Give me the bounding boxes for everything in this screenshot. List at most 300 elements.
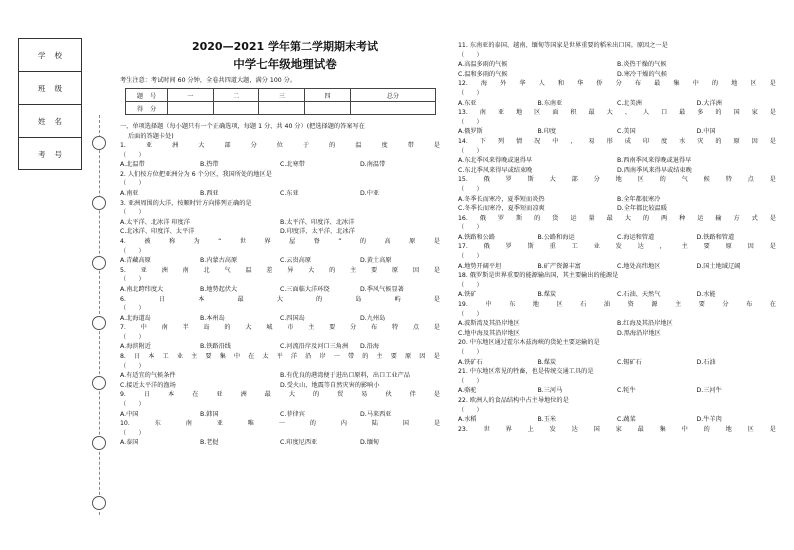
stem-char: 温 xyxy=(355,142,362,149)
options-row xyxy=(458,195,776,205)
question-stem xyxy=(458,175,776,185)
stem-char: 易 xyxy=(588,137,595,145)
stem-char: 量 xyxy=(588,214,595,222)
option: D.水能 xyxy=(696,291,716,299)
option: A.北海道岛 xyxy=(120,314,151,322)
option: A.有适宜的气候条件 xyxy=(120,372,176,380)
score-cell: 一 xyxy=(168,89,214,102)
stem-char: 候 xyxy=(703,176,710,184)
option: B.公路和海运 xyxy=(537,233,575,241)
stem-char: 主 xyxy=(350,266,357,274)
question-stem xyxy=(458,214,776,224)
option: B.韩国 xyxy=(200,410,219,418)
question-stem xyxy=(458,79,776,89)
answer-blank[interactable]: （ ） xyxy=(458,147,483,155)
option: A.骆驼 xyxy=(458,387,477,395)
stem-char: 工 xyxy=(571,243,578,251)
stem-char: 源 xyxy=(651,301,658,309)
stem-char: 形 xyxy=(606,137,613,145)
name-field[interactable]: 姓名 xyxy=(19,105,81,138)
stem-char: 是 xyxy=(433,266,440,274)
answer-blank[interactable]: （ ） xyxy=(458,224,483,232)
stem-char: 洲 xyxy=(172,142,179,149)
answer-blank[interactable]: （ ） xyxy=(458,349,483,356)
stem-char: 是 xyxy=(769,425,776,433)
stem-char: 列 xyxy=(497,137,505,145)
stem-char: 屿 xyxy=(394,295,401,303)
options-row xyxy=(458,127,776,137)
stem-char: 贸 xyxy=(337,391,344,399)
option: D.九州岛 xyxy=(360,314,386,322)
question-item xyxy=(120,323,440,352)
options-row xyxy=(458,415,776,425)
option: B.东南亚 xyxy=(537,99,563,107)
stem-char: 的 xyxy=(329,142,336,149)
stem-char: 的 xyxy=(359,237,367,245)
options-row xyxy=(458,204,776,214)
stem-char: 南 xyxy=(182,266,189,274)
stem-char: ， xyxy=(659,243,666,251)
option: B.老挝 xyxy=(200,439,219,447)
question-stem: 20. 中东地区通过霍尔木兹海峡的货轮主要运输的是 xyxy=(458,339,600,347)
answer-blank[interactable]: （ ） xyxy=(458,377,483,385)
stem-char: 平 xyxy=(276,353,283,361)
answer-blank[interactable]: （ ） xyxy=(120,276,145,284)
options-row xyxy=(458,329,776,339)
question-item xyxy=(458,79,776,108)
stem-char: 太 xyxy=(262,353,269,361)
class-field[interactable]: 班级 xyxy=(19,72,81,105)
stem-char: 14. xyxy=(458,137,468,145)
options-row xyxy=(458,233,776,243)
score-cell: 题号 xyxy=(126,89,168,102)
options-row xyxy=(120,371,440,381)
stem-char: 最 xyxy=(588,109,595,117)
stem-char: 界 xyxy=(264,237,271,245)
stem-char: 主 xyxy=(674,301,682,309)
stem-char: 布 xyxy=(634,80,642,88)
question-item xyxy=(120,419,440,448)
stem-char: 是 xyxy=(433,420,440,428)
stem-char: 称 xyxy=(168,237,176,245)
question-stem: 21. 中东地区常见的牲畜，也是传统交通工具的是 xyxy=(458,368,594,376)
stem-char: 石 xyxy=(580,301,587,309)
option: B.煤炭 xyxy=(537,358,557,366)
options-row xyxy=(120,227,440,237)
score-cell: 总分 xyxy=(350,89,435,102)
option: C.石油、天然气 xyxy=(617,291,661,299)
stem-char: 高 xyxy=(384,237,391,245)
stem-char: 中 xyxy=(140,324,147,332)
stem-char: 15. xyxy=(458,176,468,184)
stem-char: 一 xyxy=(278,420,285,428)
binding-dash-line xyxy=(99,115,100,515)
question-stem xyxy=(120,419,440,429)
stem-char: 方 xyxy=(733,214,740,222)
option: C.云贵高原 xyxy=(280,257,312,265)
option: A.太平洋、北冰洋 印度洋 xyxy=(120,218,190,226)
section-instruction-line: 后面的答题卡处) xyxy=(128,132,174,140)
option: A.北温带 xyxy=(120,161,145,169)
school-field[interactable]: 学校 xyxy=(19,39,81,72)
section-instruction-line: 一、单项选择题（每小题只有一个正确选项，每题 1 分，共 40 分）(把选择题的答案写在 xyxy=(120,123,365,130)
stem-char: 要 xyxy=(703,243,710,251)
option: D.黑海沿岸地区 xyxy=(617,329,661,337)
option: B.三河马 xyxy=(537,387,563,395)
stem-char: 南 xyxy=(185,420,192,428)
answer-blank[interactable]: （ ） xyxy=(120,180,145,188)
question-stem xyxy=(458,108,776,118)
question-stem xyxy=(120,141,440,151)
stem-char: 大 xyxy=(549,176,556,184)
stem-char: 发 xyxy=(549,425,556,433)
option: A.泰国 xyxy=(120,439,139,447)
stem-char: 要 xyxy=(698,301,705,309)
stem-char: “ xyxy=(218,237,222,245)
stem-char: 多 xyxy=(697,109,704,117)
stem-char: 种 xyxy=(679,214,686,222)
stem-char: 城 xyxy=(266,324,273,332)
stem-char: 水 xyxy=(679,137,686,145)
stem-char: 5. xyxy=(120,266,126,274)
question-stem xyxy=(458,242,776,252)
answer-blank[interactable]: （ ） xyxy=(458,51,483,59)
stem-char: 大 xyxy=(624,214,631,222)
option: A.南北跨纬度大 xyxy=(120,285,164,293)
answer-blank[interactable]: （ ） xyxy=(120,429,145,437)
answer-blank[interactable]: （ ） xyxy=(458,281,483,289)
stem-char: 分 xyxy=(615,80,622,88)
stem-char: 发 xyxy=(615,243,622,251)
stem-char: 要 xyxy=(390,353,397,361)
option: B.铁路沿线 xyxy=(200,343,231,351)
stem-char: 运 xyxy=(570,214,577,222)
stem-char: 易 xyxy=(361,391,368,399)
option: C.四国岛 xyxy=(280,314,305,322)
question-stem xyxy=(120,323,440,333)
binding-hole xyxy=(92,256,106,270)
stem-char: 华 xyxy=(577,80,584,88)
stem-char: 在 xyxy=(192,391,199,399)
stem-char: 亚 xyxy=(497,109,505,117)
stem-char: 唯 xyxy=(247,420,254,428)
option: B.全年都很寒冷 xyxy=(617,195,661,203)
stem-char: 本 xyxy=(198,295,205,303)
option: D.南温带 xyxy=(360,161,386,169)
stem-char: 亚 xyxy=(216,420,223,428)
option: C.接近太平洋的渔场 xyxy=(120,381,176,389)
stem-char: 度 xyxy=(381,142,388,149)
stem-char: 大 xyxy=(308,266,315,274)
binding-hole xyxy=(92,196,106,210)
option: B.地势起伏大 xyxy=(200,285,238,293)
stem-char: 业 xyxy=(593,243,600,251)
question-stem xyxy=(120,266,440,276)
answer-blank[interactable]: （ ） xyxy=(458,118,483,126)
stem-char: 要 xyxy=(370,266,378,274)
binding-hole xyxy=(92,436,106,450)
option: B.西南季风来得晚或退得早 xyxy=(617,157,692,165)
stem-char: 南 xyxy=(161,324,168,332)
stem-char: 是 xyxy=(433,237,440,245)
stem-char: 地 xyxy=(532,301,539,309)
answer-blank[interactable]: （ ） xyxy=(120,209,145,217)
stem-char: ， xyxy=(570,137,577,145)
stem-char: 最 xyxy=(264,391,271,399)
question-item xyxy=(458,300,776,338)
stem-char: 原 xyxy=(733,137,740,145)
answer-blank[interactable]: （ ） xyxy=(120,305,145,313)
stem-char: 大 xyxy=(288,391,295,399)
option: A.南亚 xyxy=(120,189,139,197)
score-input-cell[interactable] xyxy=(350,102,435,115)
answer-blank[interactable]: （ ） xyxy=(458,185,483,193)
stem-char: 大 xyxy=(276,295,283,303)
question-item xyxy=(458,425,776,435)
stem-char: 是 xyxy=(769,137,776,145)
answer-blank[interactable]: （ ） xyxy=(458,253,483,261)
stem-char: 区 xyxy=(750,80,757,88)
answer-blank[interactable]: （ ） xyxy=(458,406,483,414)
stem-char: 气 xyxy=(224,266,231,274)
stem-char: 是 xyxy=(769,214,776,222)
stem-char: 家 xyxy=(615,425,622,433)
score-input-cell[interactable] xyxy=(259,102,305,115)
option: B.有优良的港湾便于进出口原料，出口工业产品 xyxy=(280,372,410,380)
student-info-box xyxy=(18,38,82,170)
options-row xyxy=(458,386,776,396)
stem-char: 地 xyxy=(725,425,732,433)
options-row xyxy=(120,218,440,228)
stem-char: 市 xyxy=(287,324,294,332)
stem-char: 国 xyxy=(402,420,409,428)
stem-char: 带 xyxy=(407,142,414,149)
question-stem: 22. 欧洲人的食品结构中占主导地位的是 xyxy=(458,396,569,404)
stem-char: 沿 xyxy=(305,353,312,361)
option: D.中亚 xyxy=(360,189,380,197)
stem-char: 日 xyxy=(133,353,141,361)
question-item xyxy=(458,175,776,213)
options-row xyxy=(120,160,440,170)
options-row xyxy=(458,99,776,109)
options-row xyxy=(458,166,776,176)
stem-char: 工 xyxy=(162,353,169,361)
option: D.全年都比较温暖 xyxy=(617,205,668,213)
question-item xyxy=(120,352,440,390)
stem-char: 地 xyxy=(516,109,523,117)
option: A.海滨附近 xyxy=(120,343,151,351)
options-row xyxy=(120,438,440,448)
stem-char: 在 xyxy=(769,301,776,309)
stem-char: 的 xyxy=(312,391,320,399)
score-cell: 得分 xyxy=(126,102,168,115)
stem-char: 原 xyxy=(409,237,416,245)
stem-char: 本 xyxy=(148,353,155,361)
stem-char: 集 xyxy=(673,80,680,88)
stem-char: 成 xyxy=(624,137,631,145)
option: D.牛羊肉 xyxy=(696,416,722,424)
stem-char: 罗 xyxy=(497,214,505,222)
stem-char: 8. xyxy=(120,353,126,361)
option: C.蔬菜 xyxy=(617,416,636,424)
score-table-header-row xyxy=(126,89,436,102)
stem-char: 大 xyxy=(245,324,252,332)
stem-char: 洋 xyxy=(290,353,298,361)
stem-char: 原 xyxy=(405,353,412,361)
option: A.东亚 xyxy=(458,99,477,107)
stem-char: 重 xyxy=(549,243,556,251)
stem-char: 分 xyxy=(722,301,729,309)
stem-char: 温 xyxy=(245,266,252,274)
score-input-cell[interactable] xyxy=(168,102,214,115)
option: B.煤炭 xyxy=(537,291,557,299)
stem-char: 输 xyxy=(715,214,722,222)
stem-char: 于 xyxy=(302,142,310,149)
stem-char: 的 xyxy=(703,425,710,433)
score-input-cell[interactable] xyxy=(213,102,259,115)
option: D.石油 xyxy=(696,358,716,366)
stem-char: 斯 xyxy=(516,214,523,222)
answer-blank[interactable]: （ ） xyxy=(458,310,483,318)
question-item xyxy=(120,266,440,295)
option: A.中国 xyxy=(120,410,139,418)
stem-char: 在 xyxy=(248,353,255,361)
stem-char: 主 xyxy=(376,353,383,361)
stem-char: 特 xyxy=(725,176,732,184)
option: C.河流沿岸及河口三角洲 xyxy=(280,343,349,351)
stem-char: 半 xyxy=(182,324,189,332)
question-item xyxy=(458,108,776,137)
answer-blank[interactable]: （ ） xyxy=(120,401,145,409)
stem-char: 最 xyxy=(679,109,686,117)
question-item xyxy=(458,271,776,300)
stem-char: 区 xyxy=(534,109,541,117)
question-stem xyxy=(120,390,440,400)
option: C.三面临大洋环绕 xyxy=(280,285,330,293)
options-row xyxy=(458,156,776,166)
exam-number-field[interactable]: 考号 xyxy=(38,150,71,159)
option: B.内蒙古高原 xyxy=(200,257,238,265)
stem-char: 运 xyxy=(697,214,704,222)
options-row xyxy=(120,189,440,199)
options-row xyxy=(120,381,440,391)
answer-blank[interactable]: （ ） xyxy=(120,362,145,370)
option: C.冬季长而寒冷，夏季短而凉爽 xyxy=(458,205,545,213)
option: C.北冰洋、印度洋、太平洋 xyxy=(120,228,195,236)
stem-char: 情 xyxy=(516,137,523,145)
stem-char: 特 xyxy=(391,324,399,332)
stem-char: 中 xyxy=(692,80,699,88)
question-item xyxy=(458,137,776,175)
question-item xyxy=(458,242,776,271)
stem-char: 俄 xyxy=(483,176,490,184)
stem-char: 海 xyxy=(480,80,488,88)
score-cell: 三 xyxy=(259,89,305,102)
score-input-cell[interactable] xyxy=(305,102,351,115)
stem-char: 最 xyxy=(606,214,613,222)
option: B.玉米 xyxy=(537,416,557,424)
option: D.铁路和管道 xyxy=(696,233,735,241)
answer-blank[interactable]: （ ） xyxy=(458,89,483,97)
stem-char: 印 xyxy=(642,137,650,145)
section-instructions xyxy=(120,122,440,141)
option: C.东亚 xyxy=(280,189,299,197)
stem-char: 是 xyxy=(433,324,440,332)
question-stem xyxy=(458,300,776,310)
score-table-score-row xyxy=(126,102,436,115)
stem-char: 亚 xyxy=(140,266,147,274)
stem-char: 中 xyxy=(552,137,559,145)
option: A.铁矿石 xyxy=(458,358,483,366)
stem-char: 因 xyxy=(751,137,758,145)
option: A.东北季风来得晚或退得早 xyxy=(458,157,533,165)
stem-char: 中 xyxy=(681,425,688,433)
option: C.北美洲 xyxy=(617,99,642,107)
stem-char: 区 xyxy=(637,176,644,184)
stem-char: 世 xyxy=(239,237,246,245)
stem-char: 分 xyxy=(350,324,357,332)
question-item xyxy=(458,338,776,367)
answer-blank[interactable]: （ ） xyxy=(120,333,145,341)
stem-char: 大 xyxy=(198,142,205,149)
stem-char: 和 xyxy=(557,80,565,88)
stem-char: 6. xyxy=(120,295,126,303)
stem-char: 度 xyxy=(661,137,668,145)
question-stem xyxy=(458,137,776,147)
stem-char: 罗 xyxy=(505,176,512,184)
stem-char: 地 xyxy=(615,176,622,184)
stem-char: 脊 xyxy=(313,237,320,245)
option: D.季风气候显著 xyxy=(360,285,404,293)
question-item xyxy=(120,390,440,419)
option: A.高温多雨的气候 xyxy=(458,61,508,69)
option: D.寒冷干燥的气候 xyxy=(617,70,668,78)
answer-blank[interactable]: （ ） xyxy=(120,247,145,255)
stem-char: 积 xyxy=(570,109,577,117)
option: B.红海及其沿岸地区 xyxy=(617,320,673,328)
question-item xyxy=(120,237,440,266)
stem-char: 布 xyxy=(746,301,753,309)
question-stem xyxy=(120,295,440,305)
stem-char: 屋 xyxy=(289,237,296,245)
stem-char: 为 xyxy=(193,237,200,245)
stem-char: 点 xyxy=(412,324,420,332)
stem-char: 原 xyxy=(725,243,732,251)
options-row xyxy=(120,342,440,352)
stem-char: 差 xyxy=(266,266,273,274)
option: D.国土地域辽阔 xyxy=(696,262,741,270)
stem-char: 日 xyxy=(158,295,166,303)
answer-blank[interactable]: （ ） xyxy=(120,151,145,159)
option: C.菲律宾 xyxy=(280,410,305,418)
options-row xyxy=(120,410,440,420)
option: A.铁矿 xyxy=(458,291,477,299)
stem-char: 是 xyxy=(769,80,776,88)
stem-char: 因 xyxy=(747,243,754,251)
stem-char: 点 xyxy=(747,176,754,184)
options-row xyxy=(458,262,776,272)
stem-char: 最 xyxy=(637,425,644,433)
stem-char: 最 xyxy=(654,80,661,88)
option: A.青藏高原 xyxy=(120,257,151,265)
option: B.炎热干燥的气候 xyxy=(617,61,667,69)
stem-char: 的 xyxy=(534,214,541,222)
binding-hole xyxy=(92,496,106,510)
option: A.水稻 xyxy=(458,416,477,424)
stem-char: 俄 xyxy=(479,214,486,222)
exam-title: 2020—2021 学年第二学期期末考试 xyxy=(191,40,379,53)
stem-char: 大 xyxy=(606,109,613,117)
